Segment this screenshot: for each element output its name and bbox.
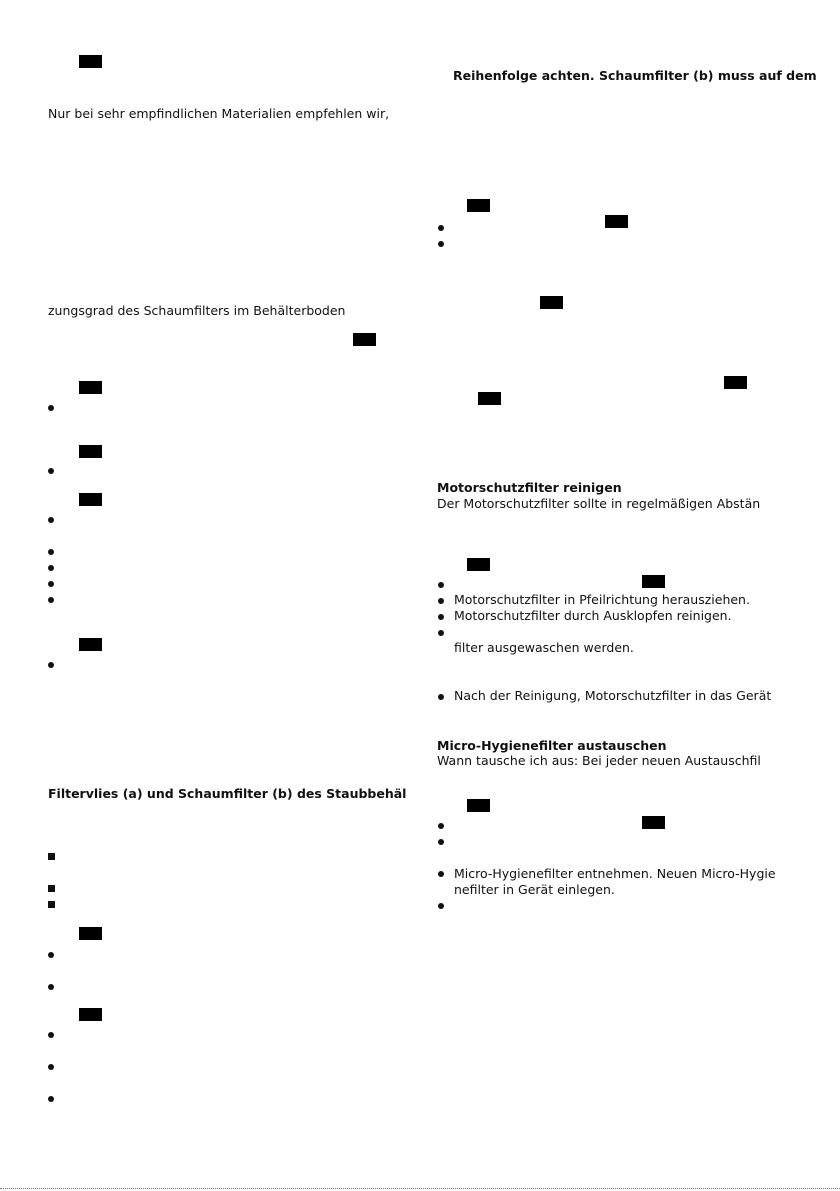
- figure-ref-icon: [79, 927, 102, 940]
- figure-ref-icon: [605, 215, 628, 228]
- bullet-icon: [48, 405, 54, 411]
- figure-ref-icon: [478, 392, 501, 405]
- section-heading: Filtervlies (a) und Schaumfilter (b) des Staubbehäl: [48, 786, 407, 801]
- bullet-icon: [48, 549, 54, 555]
- figure-ref-icon: [724, 376, 747, 389]
- motor-step-wash-cont: filter ausgewaschen werden.: [454, 640, 634, 655]
- bullet-icon: [48, 984, 54, 990]
- bullet-icon: [438, 630, 444, 636]
- motor-step-reinsert: Nach der Reinigung, Motorschutzfilter in das Gerät: [454, 688, 772, 703]
- figure-ref-icon: [79, 638, 102, 651]
- figure-ref-icon: [79, 381, 102, 394]
- motor-filter-intro: Der Motorschutzfilter sollte in regelmäßigen Abstän: [437, 496, 761, 511]
- bullet-icon: [438, 582, 444, 588]
- bullet-icon: [48, 952, 54, 958]
- bullet-icon: [438, 694, 444, 700]
- square-bullet-icon: [48, 853, 55, 860]
- bullet-icon: [48, 1032, 54, 1038]
- figure-ref-icon: [79, 493, 102, 506]
- figure-ref-icon: [642, 575, 665, 588]
- intro-text: Nur bei sehr empfindlichen Materialien empfehlen wir,: [48, 106, 390, 121]
- figure-ref-icon: [642, 816, 665, 829]
- bullet-icon: [438, 903, 444, 909]
- bullet-icon: [48, 565, 54, 571]
- square-bullet-icon: [48, 901, 55, 908]
- bullet-icon: [438, 823, 444, 829]
- bullet-icon: [438, 241, 444, 247]
- bullet-icon: [48, 662, 54, 668]
- bullet-icon: [438, 614, 444, 620]
- square-bullet-icon: [48, 885, 55, 892]
- figure-ref-icon: [540, 296, 563, 309]
- figure-ref-icon: [79, 445, 102, 458]
- hygiene-step-1: Micro-Hygienefilter entnehmen. Neuen Micro-Hygie: [454, 866, 776, 881]
- figure-ref-icon: [467, 199, 490, 212]
- motor-filter-heading: Motorschutzfilter reinigen: [437, 480, 622, 495]
- hygiene-filter-heading: Micro-Hygienefilter austauschen: [437, 738, 667, 753]
- bullet-icon: [438, 225, 444, 231]
- motor-step-pull: Motorschutzfilter in Pfeilrichtung herausziehen.: [454, 592, 750, 607]
- order-note: Reihenfolge achten. Schaumfilter (b) muss auf dem: [453, 68, 817, 83]
- figure-ref-icon: [79, 1008, 102, 1021]
- bullet-icon: [48, 1064, 54, 1070]
- figure-ref-icon: [353, 333, 376, 346]
- bullet-icon: [438, 598, 444, 604]
- bullet-icon: [438, 871, 444, 877]
- hygiene-step-1-cont: nefilter in Gerät einlegen.: [454, 882, 615, 897]
- motor-step-clean: Motorschutzfilter durch Ausklopfen reinigen.: [454, 608, 732, 623]
- hygiene-filter-intro: Wann tausche ich aus: Bei jeder neuen Austauschfil: [437, 753, 761, 768]
- figure-ref-icon: [467, 558, 490, 571]
- foam-level-text: zungsgrad des Schaumfilters im Behälterboden: [48, 303, 346, 318]
- bullet-icon: [48, 468, 54, 474]
- figure-ref-icon: [467, 799, 490, 812]
- figure-ref-icon: [79, 55, 102, 68]
- bullet-icon: [48, 517, 54, 523]
- bullet-icon: [48, 581, 54, 587]
- bullet-icon: [48, 597, 54, 603]
- bullet-icon: [48, 1096, 54, 1102]
- page-bottom-rule: [0, 1188, 840, 1189]
- bullet-icon: [438, 839, 444, 845]
